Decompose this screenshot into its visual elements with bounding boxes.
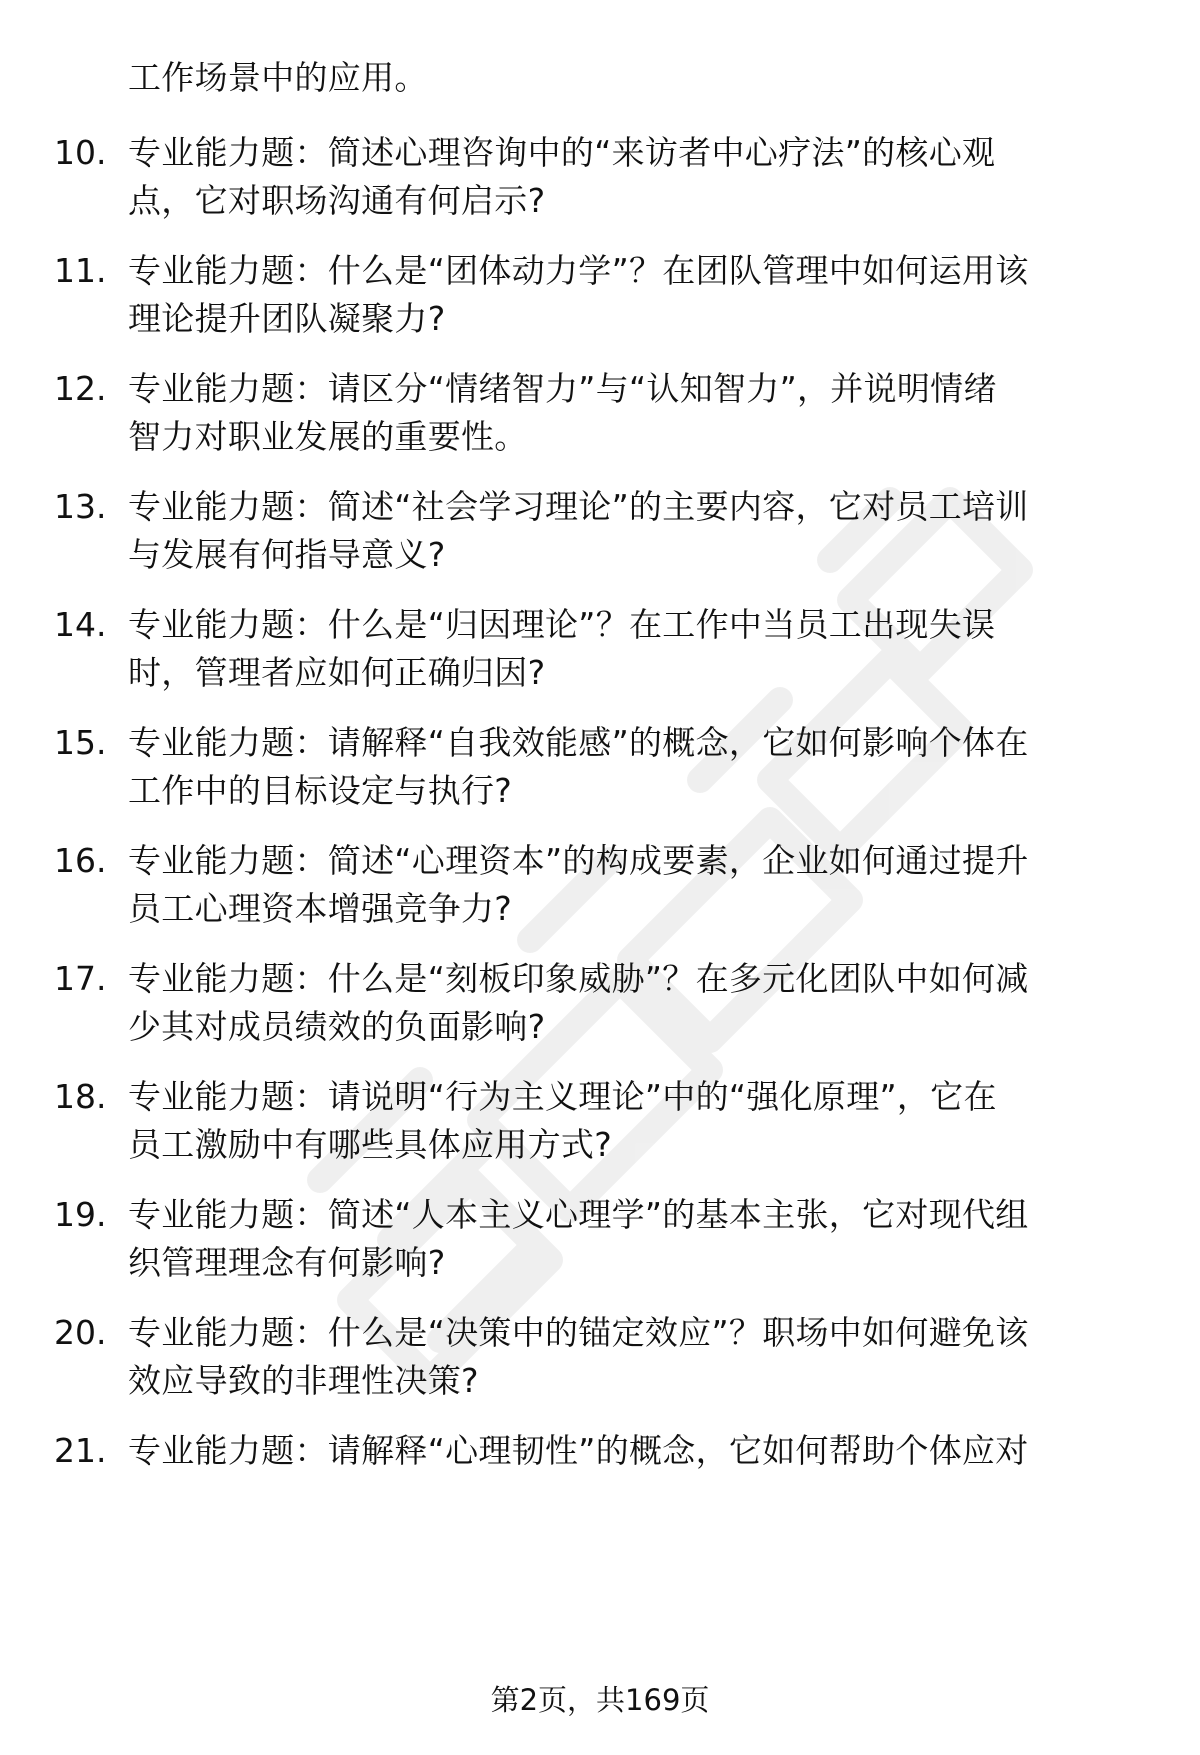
question-item <box>0 365 1200 465</box>
page-footer: 第2页，共169页 <box>490 1683 710 1717</box>
question-number: 14. <box>54 605 107 644</box>
question-number: 16. <box>54 841 107 880</box>
question-text-line-2: 员工心理资本增强竞争力? <box>128 889 513 928</box>
question-text-line-1: 专业能力题：什么是“归因理论”？在工作中当员工出现失误 <box>128 605 996 644</box>
question-text-line-1: 专业能力题：请解释“心理韧性”的概念，它如何帮助个体应对 <box>128 1431 1029 1470</box>
question-number: 19. <box>54 1195 107 1234</box>
question-item <box>0 1073 1200 1173</box>
question-number: 21. <box>54 1431 107 1470</box>
question-text-line-2: 员工激励中有哪些具体应用方式? <box>128 1125 613 1164</box>
question-text-line-1: 专业能力题：简述心理咨询中的“来访者中心疗法”的核心观 <box>128 133 996 172</box>
question-number: 11. <box>54 251 107 290</box>
question-item <box>0 837 1200 937</box>
question-item <box>0 719 1200 819</box>
question-text-line-2: 少其对成员绩效的负面影响? <box>128 1007 546 1046</box>
question-text-line-2: 时，管理者应如何正确归因? <box>128 653 546 692</box>
intro-line: 工作场景中的应用。 <box>128 58 428 97</box>
question-item <box>0 129 1200 229</box>
question-text-line-2: 效应导致的非理性决策? <box>128 1361 479 1400</box>
question-text-line-1: 专业能力题：请说明“行为主义理论”中的“强化原理”，它在 <box>128 1077 997 1116</box>
question-text-line-2: 织管理理念有何影响? <box>128 1243 446 1282</box>
question-item <box>0 247 1200 347</box>
question-text-line-1: 专业能力题：请解释“自我效能感”的概念，它如何影响个体在 <box>128 723 1029 762</box>
question-text-line-2: 点，它对职场沟通有何启示? <box>128 181 546 220</box>
question-text-line-2: 工作中的目标设定与执行? <box>128 771 513 810</box>
question-number: 10. <box>54 133 107 172</box>
question-text-line-1: 专业能力题：什么是“团体动力学”？在团队管理中如何运用该 <box>128 251 1029 290</box>
question-item <box>0 483 1200 583</box>
question-text-line-2: 与发展有何指导意义? <box>128 535 446 574</box>
question-item <box>0 1309 1200 1409</box>
question-number: 12. <box>54 369 107 408</box>
question-text-line-1: 专业能力题：请区分“情绪智力”与“认知智力”，并说明情绪 <box>128 369 997 408</box>
question-item <box>0 601 1200 701</box>
question-number: 13. <box>54 487 107 526</box>
question-item <box>0 1427 1200 1527</box>
question-text-line-1: 专业能力题：简述“心理资本”的构成要素，企业如何通过提升 <box>128 841 1029 880</box>
question-text-line-1: 专业能力题：简述“人本主义心理学”的基本主张，它对现代组 <box>128 1195 1029 1234</box>
question-text-line-1: 专业能力题：什么是“决策中的锚定效应”？职场中如何避免该 <box>128 1313 1029 1352</box>
question-text-line-2: 理论提升团队凝聚力? <box>128 299 446 338</box>
question-text-line-1: 专业能力题：什么是“刻板印象威胁”？在多元化团队中如何减 <box>128 959 1029 998</box>
question-item <box>0 955 1200 1055</box>
question-number: 17. <box>54 959 107 998</box>
question-item <box>0 1191 1200 1291</box>
question-number: 18. <box>54 1077 107 1116</box>
question-number: 15. <box>54 723 107 762</box>
question-number: 20. <box>54 1313 107 1352</box>
question-text-line-1: 专业能力题：简述“社会学习理论”的主要内容，它对员工培训 <box>128 487 1029 526</box>
question-text-line-2: 智力对职业发展的重要性。 <box>128 417 528 456</box>
